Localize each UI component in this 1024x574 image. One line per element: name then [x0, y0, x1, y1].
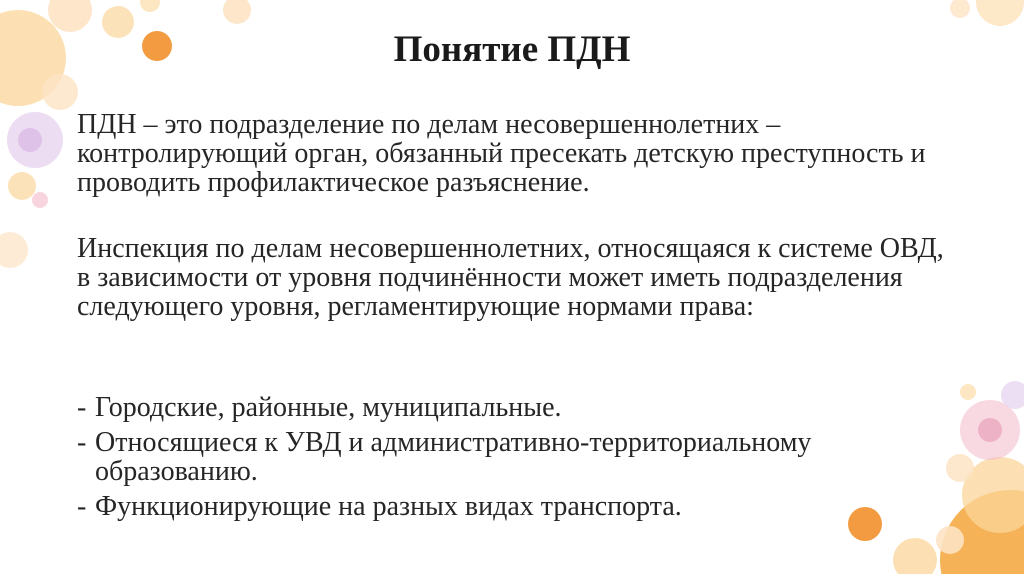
deco-circle: [223, 0, 251, 24]
deco-circle: [0, 232, 28, 268]
list-item-text: Относящиеся к УВД и административно-территориальному образованию.: [95, 427, 812, 487]
list-item: [77, 428, 957, 486]
list-item-text: Городские, районные, муниципальные.: [95, 392, 562, 423]
list-marker: -: [77, 491, 87, 522]
deco-circle: [978, 418, 1002, 442]
list-item: [77, 393, 957, 422]
paragraph-inspection: Инспекция по делам несовершеннолетних, относящаяся к системе ОВД, в зависимости от уровня подчинённости может иметь подразделения следующего уровня, регламентирующие нормами права:: [77, 233, 944, 322]
list-item-text: Функционирующие на разных видах транспорта.: [95, 491, 682, 522]
deco-circle: [8, 172, 36, 200]
subdivision-list: [77, 393, 957, 527]
deco-circle: [42, 74, 78, 110]
deco-circle: [32, 192, 48, 208]
list-marker: -: [77, 427, 87, 458]
list-item: [77, 492, 957, 521]
deco-circle: [140, 0, 160, 12]
deco-circle: [936, 526, 964, 554]
deco-circle: [950, 0, 970, 18]
paragraph-definition: ПДН – это подразделение по делам несовершеннолетних – контролирующий орган, обязанный пресекать детскую преступность и проводить профилактическое разъяснение.: [77, 109, 926, 198]
slide-title: Понятие ПДН: [393, 29, 631, 70]
deco-circle: [960, 384, 976, 400]
list-marker: -: [77, 392, 87, 423]
deco-circle: [893, 538, 937, 574]
deco-circle: [18, 128, 42, 152]
